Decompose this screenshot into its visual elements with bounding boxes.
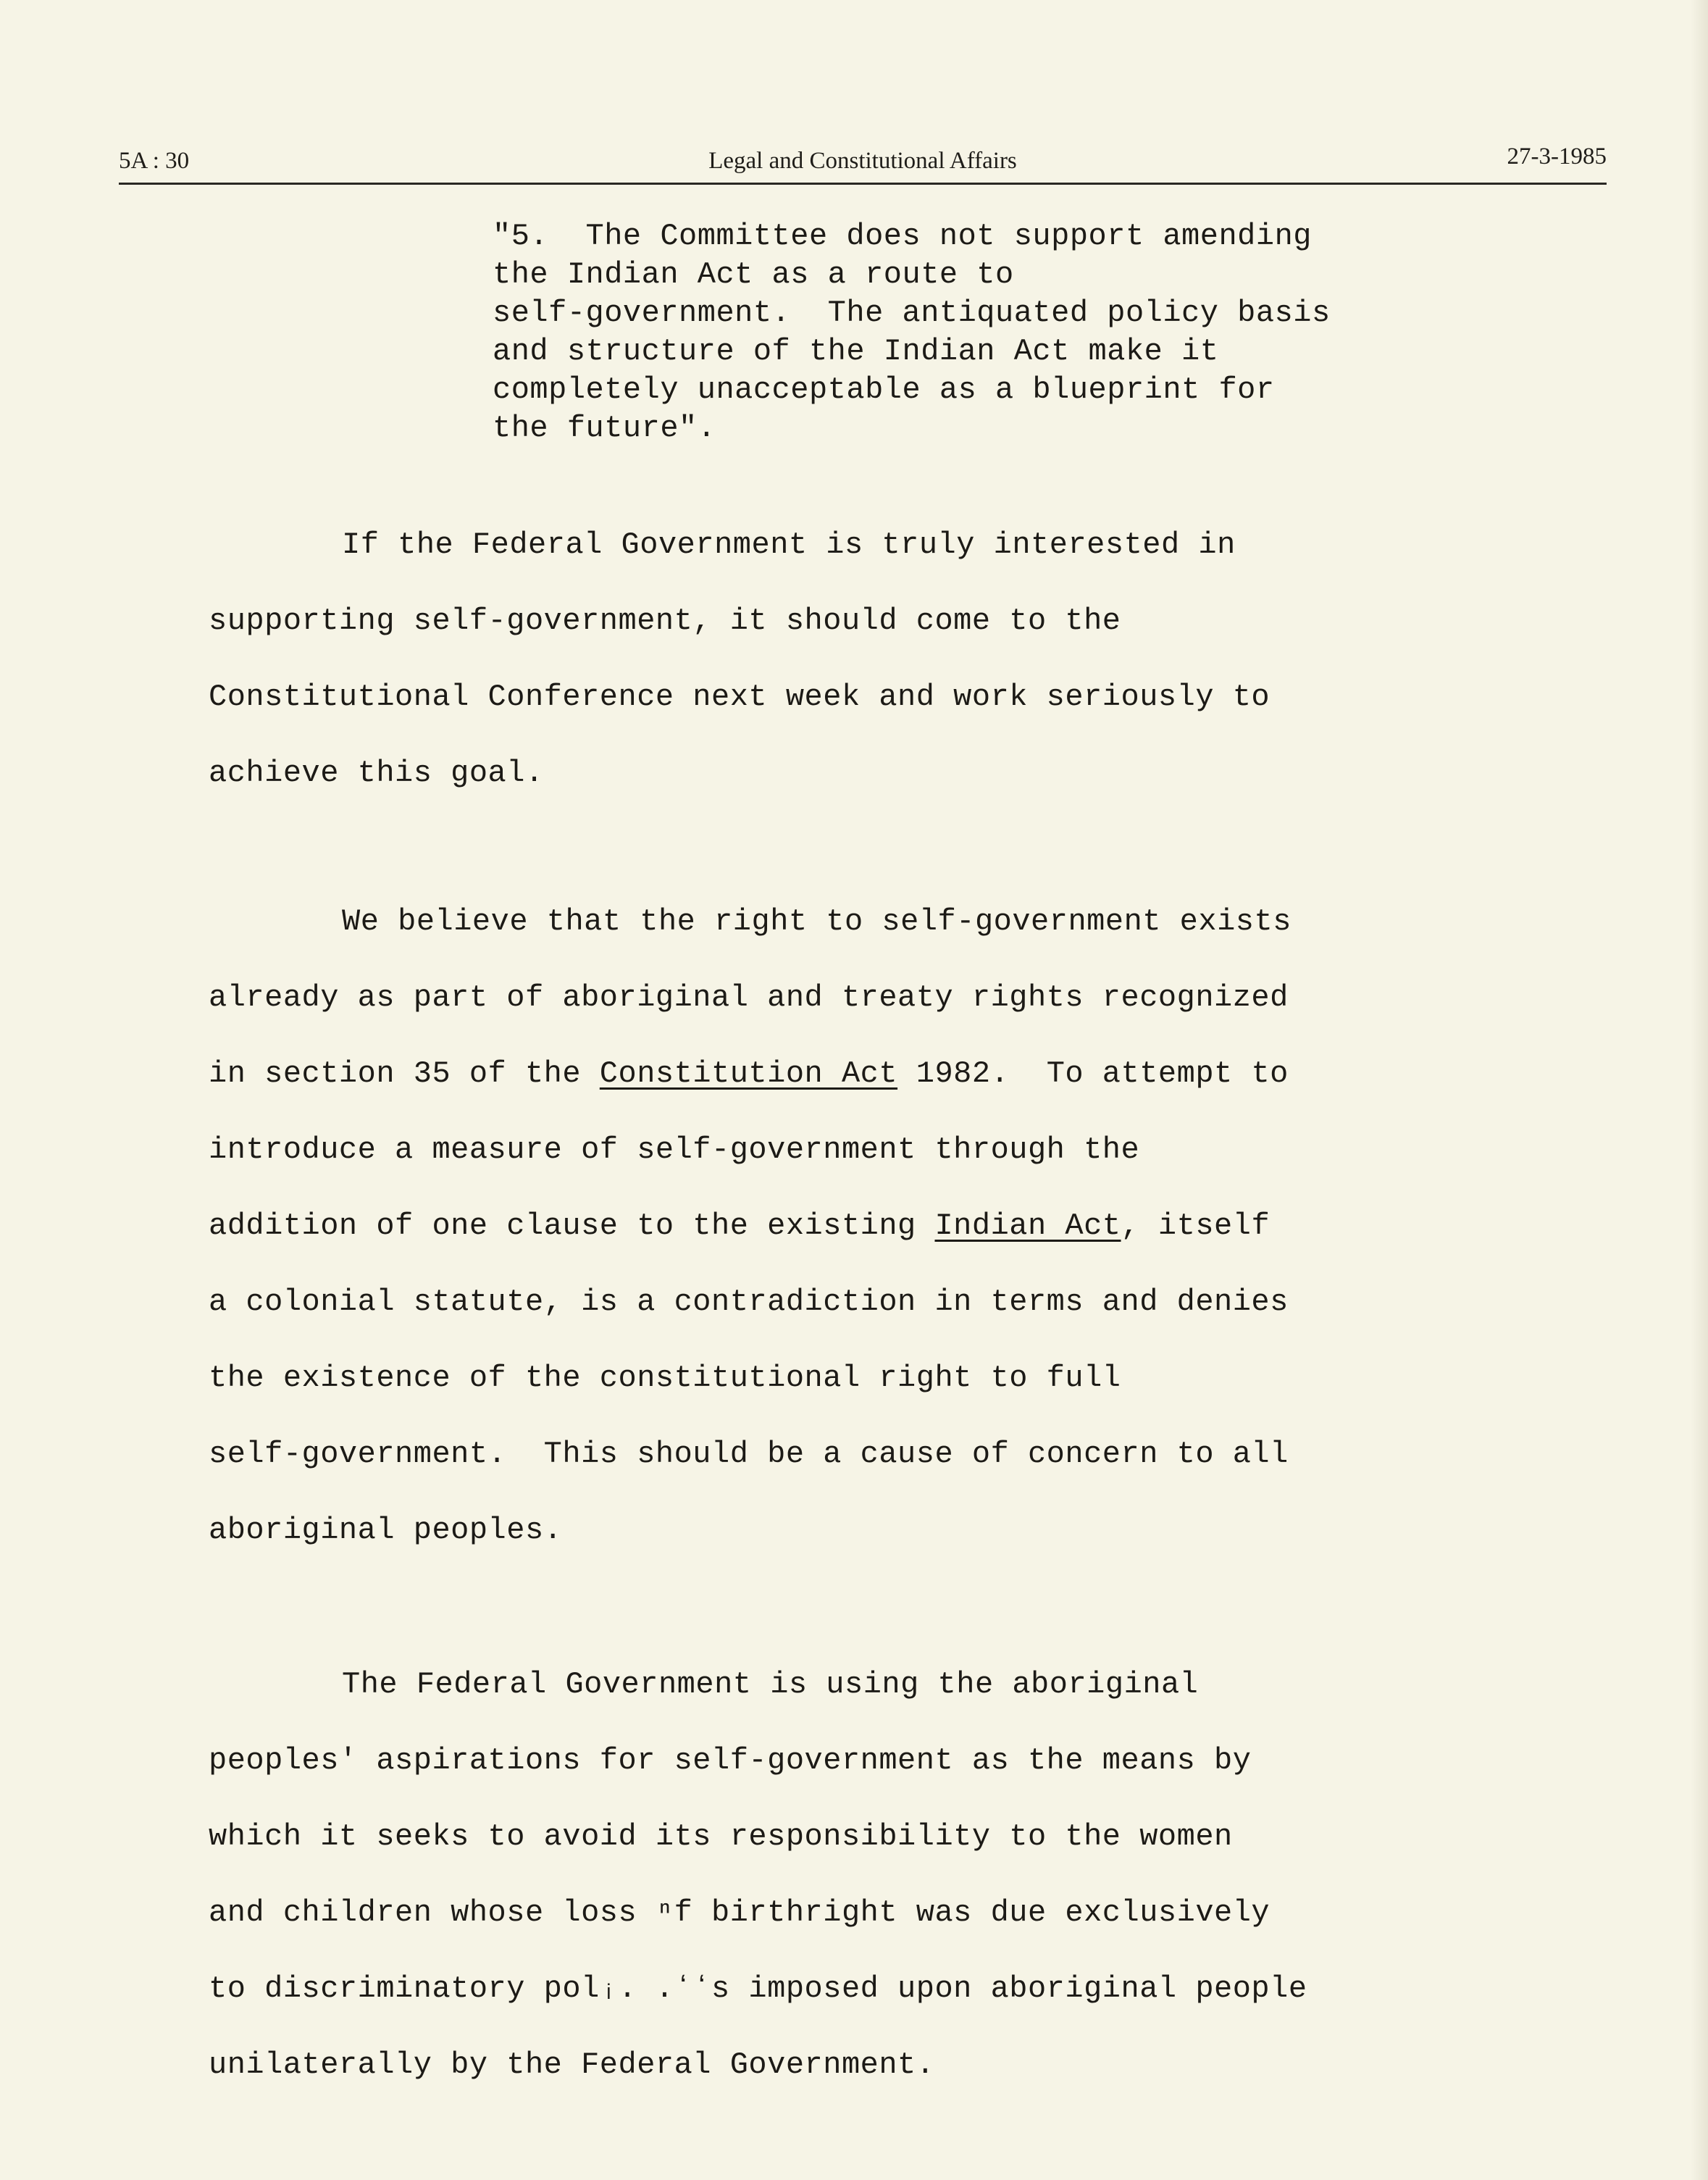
quote-line: and structure of the Indian Act make it (493, 334, 1219, 369)
paragraph-line: Constitutional Conference next week and work seriously to (209, 680, 1270, 714)
page-edge-shadow (1691, 0, 1708, 2180)
quoted-recommendation (493, 217, 1331, 448)
paragraph-line: peoples' aspirations for self-government as the means by (209, 1743, 1252, 1778)
paragraph-line: The Federal Government is using the aboriginal (342, 1667, 1199, 1702)
quote-line: self-government. The antiquated policy basis (493, 296, 1331, 330)
paragraph-line: a colonial statute, is a contradiction in terms and denies (209, 1285, 1289, 1319)
paragraph-line: introduce a measure of self-government through the (209, 1132, 1140, 1167)
header-date: 27-3-1985 (1507, 143, 1607, 170)
paragraph-line: We believe that the right to self-government exists (342, 904, 1292, 939)
paragraph-line (209, 1036, 1292, 1112)
line-text: , itself (1121, 1208, 1270, 1243)
quote-line: the Indian Act as a route to (493, 257, 1014, 292)
underlined-title: Indian Act (934, 1208, 1121, 1243)
paragraph-line: self-government. This should be a cause of concern to all (209, 1437, 1289, 1471)
paragraph-2 (209, 884, 1292, 1569)
paragraph-line: If the Federal Government is truly interested in (342, 527, 1236, 562)
page-reference: 5A : 30 (119, 148, 190, 174)
paragraph-line: and children whose loss ⁿf birthright was due exclusively (209, 1895, 1270, 1930)
line-text: in section 35 of the (209, 1056, 600, 1091)
quote-line: the future". (493, 411, 716, 446)
header-title: Legal and Constitutional Affairs (708, 148, 1017, 174)
paragraph-line: achieve this goal. (209, 756, 544, 790)
line-text: 1982. To attempt to (897, 1056, 1289, 1091)
header-rule (119, 183, 1607, 185)
underlined-title: Constitution Act (599, 1056, 898, 1091)
line-text: addition of one clause to the existing (209, 1208, 935, 1243)
quote-line: "5. The Committee does not support amending (493, 219, 1312, 254)
paragraph-line: the existence of the constitutional right to full (209, 1361, 1121, 1395)
paragraph-1 (209, 507, 1270, 811)
paragraph-line: supporting self-government, it should come to the (209, 604, 1121, 638)
page-header (119, 143, 1607, 181)
paragraph-line: already as part of aboriginal and treaty rights recognized (209, 980, 1289, 1015)
paragraph-line: unilaterally by the Federal Government. (209, 2047, 935, 2082)
paragraph-line: to discriminatory polᵢ. .ʻʻs imposed upon aboriginal people (209, 1971, 1307, 2006)
paragraph-3 (209, 1647, 1307, 2103)
paragraph-line: which it seeks to avoid its responsibility to the women (209, 1819, 1233, 1854)
quote-line: completely unacceptable as a blueprint for (493, 372, 1275, 407)
paragraph-line: aboriginal peoples. (209, 1513, 563, 1548)
paragraph-line (209, 1188, 1292, 1264)
